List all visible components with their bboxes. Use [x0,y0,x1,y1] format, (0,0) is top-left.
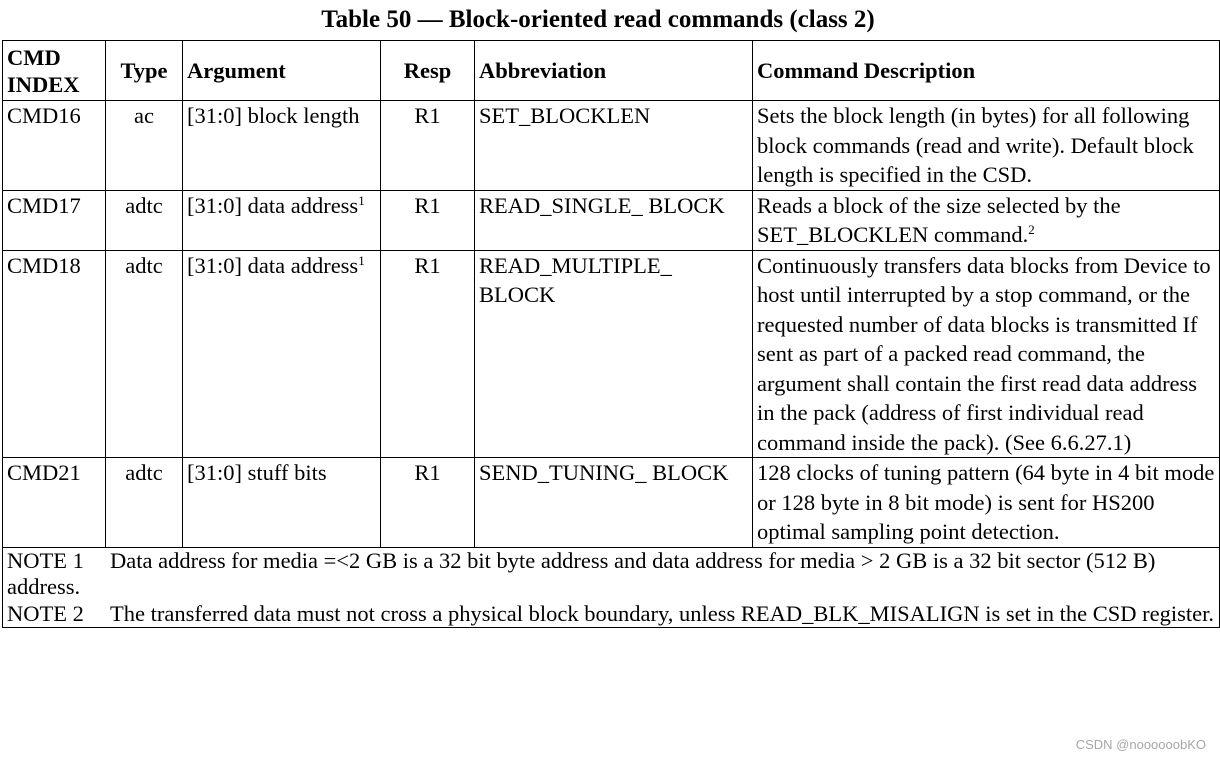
cell-argument [183,190,381,250]
table-row [3,250,1220,458]
cell-description [753,190,1220,250]
description-text: Sets the block length (in bytes) for all following block commands (read and write). Default block length is specified in the CSD. [757,103,1194,187]
header-type: Type [106,41,183,101]
header-cmd-index-line1: CMD [7,44,61,70]
cell-abbreviation: SET_BLOCKLEN [475,101,753,191]
cell-type: ac [106,101,183,191]
argument-footnote: 1 [358,192,365,208]
cell-cmd: CMD17 [3,190,106,250]
table-row [3,458,1220,548]
header-row [3,41,1220,101]
cell-type: adtc [106,250,183,458]
cell-resp: R1 [381,190,475,250]
table-title: Table 50 — Block-oriented read commands (class 2) [321,6,875,33]
description-footnote: 2 [1028,222,1035,237]
cell-resp: R1 [381,101,475,191]
table-row [3,190,1220,250]
notes-row [3,547,1220,628]
cell-description [753,101,1220,191]
cell-cmd: CMD21 [3,458,106,548]
cell-type: adtc [106,458,183,548]
cell-abbreviation: READ_SINGLE_ BLOCK [475,190,753,250]
cell-resp: R1 [381,458,475,548]
cell-argument [183,458,381,548]
note-2-text: The transferred data must not cross a physical block boundary, unless READ_BLK_MISALIGN is set in the CSD register. [110,600,1214,626]
note-1-label: NOTE 1 [7,547,84,573]
header-abbreviation: Abbreviation [475,41,753,101]
cell-description [753,458,1220,548]
argument-text: [31:0] stuff bits [187,460,327,485]
argument-text: [31:0] block length [187,103,360,128]
description-text: 128 clocks of tuning pattern (64 byte in 4 bit mode or 128 byte in 8 bit mode) is sent for HS200 optimal sampling point detection. [757,460,1215,544]
argument-text: [31:0] data address [187,192,359,218]
notes-cell [3,547,1220,628]
cell-argument [183,250,381,458]
cell-argument [183,101,381,191]
cell-abbreviation: SEND_TUNING_ BLOCK [475,458,753,548]
table-row [3,101,1220,191]
header-cmd-index [3,41,106,101]
header-resp: Resp [381,41,475,101]
note-2 [7,601,1215,628]
cell-cmd: CMD16 [3,101,106,191]
note-2-label: NOTE 2 [7,600,84,626]
argument-footnote: 1 [358,252,365,268]
cell-cmd: CMD18 [3,250,106,458]
header-description: Command Description [753,41,1220,101]
note-1-text: Data address for media =<2 GB is a 32 bit byte address and data address for media > 2 GB is a 32 bit sector (512 B) address. [7,547,1156,599]
header-cmd-index-line2: INDEX [7,71,80,97]
cell-description [753,250,1220,458]
description-text: Continuously transfers data blocks from Device to host until interrupted by a stop command, or the requested number of data blocks is transmitted If sent as part of a packed read command, the argument shall contain the first read data address in the pack (address of first individual read command inside the pack). (See 6.6.27.1) [757,252,1211,455]
description-text: Reads a block of the size selected by the SET_BLOCKLEN command. [757,192,1121,247]
note-1 [7,548,1215,601]
cell-type: adtc [106,190,183,250]
cell-resp: R1 [381,250,475,458]
header-argument: Argument [183,41,381,101]
argument-text: [31:0] data address [187,252,359,278]
watermark: CSDN @noooooobKO [1075,737,1206,752]
cell-abbreviation: READ_MULTIPLE_ BLOCK [475,250,753,458]
commands-table [2,40,1220,628]
